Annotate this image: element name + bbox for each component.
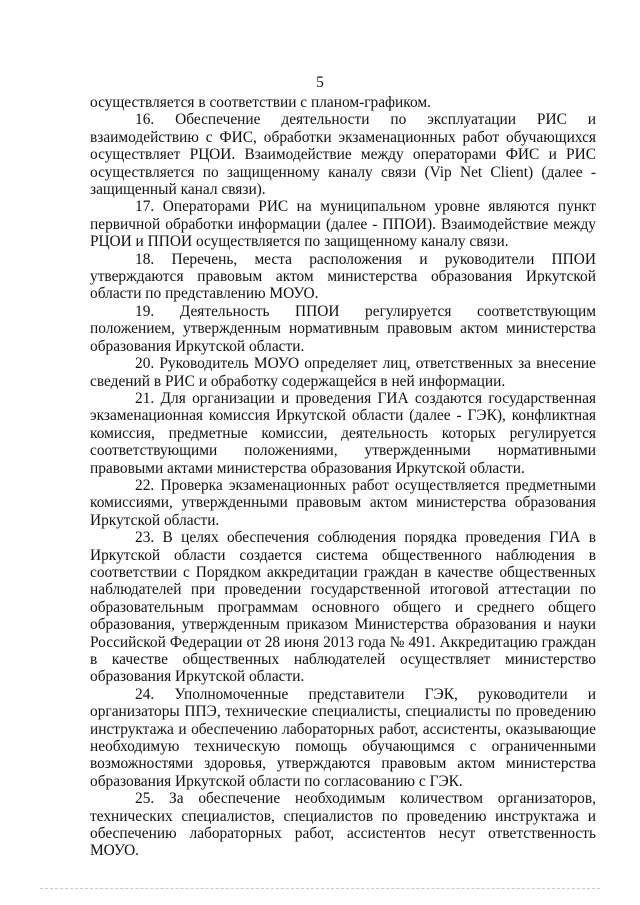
paragraph-23: 23. В целях обеспечения соблюдения порядка проведения ГИА в Иркутской области создается система общественного наблюдения в соответствии с Порядком аккредитации граждан в качестве общественных наблюдателей при проведении государственной итоговой аттестации по образовательным программам основного общего и среднего общего образования, утвержденным приказом Министерства образования и науки Российской Федерации от 28 июня 2013 года № 491. Аккредитацию граждан в качестве общественных наблюдателей осуществляет министерство образования Иркутской области. [90,529,596,686]
paragraph-22: 22. Проверка экзаменационных работ осуществляется предметными комиссиями, утвержденными правовым актом министерства образования Иркутской области. [90,476,596,529]
paragraph-21: 21. Для организации и проведения ГИА создаются государственная экзаменационная комиссия Иркутской области (далее - ГЭК), конфликтная комиссия, предметные комиссии, деятельность которых регулируется соответствующими положениями, утвержденными нормативными правовыми актами министерства образования Иркутской области. [90,389,596,477]
paragraph-20: 20. Руководитель МОУО определяет лиц, ответственных за внесение сведений в РИС и обработку содержащейся в ней информации. [90,355,596,390]
document-body [90,94,596,860]
paragraph-18: 18. Перечень, места расположения и руководители ППОИ утверждаются правовым актом министерства образования Иркутской области по представлению МОУО. [90,250,596,303]
paragraph-continuation: осуществляется в соответствии с планом-графиком. [90,94,431,111]
scan-edge-line [40,888,600,889]
paragraph-19: 19. Деятельность ППОИ регулируется соответствующим положением, утвержденным нормативным правовым актом министерства образования Иркутской области. [90,302,596,355]
page-number: 5 [316,74,324,91]
paragraph-25: 25. За обеспечение необходимым количеством организаторов, технических специалистов, специалистов по проведению инструктажа и обеспечению лабораторных работ, ассистентов несут ответственность МОУО. [90,790,596,860]
paragraph-16: 16. Обеспечение деятельности по эксплуатации РИС и взаимодействию с ФИС, обработки экзаменационных работ обучающихся осуществляет РЦОИ. Взаимодействие между операторами ФИС и РИС осуществляется по защищенному каналу связи (Vip Net Client) (далее - защищенный канал связи). [90,111,596,199]
paragraph-17: 17. Операторами РИС на муниципальном уровне являются пункт первичной обработки информации (далее - ППОИ). Взаимодействие между РЦОИ и ППОИ осуществляется по защищенному каналу связи. [90,198,596,251]
paragraph-24: 24. Уполномоченные представители ГЭК, руководители и организаторы ППЭ, технические специалисты, специалисты по проведению инструктажа и обеспечению лабораторных работ, ассистенты, оказывающие необходимую техническую помощь обучающимся с ограниченными возможностями здоровья, утверждаются правовым актом министерства образования Иркутской области по согласованию с ГЭК. [90,685,596,790]
